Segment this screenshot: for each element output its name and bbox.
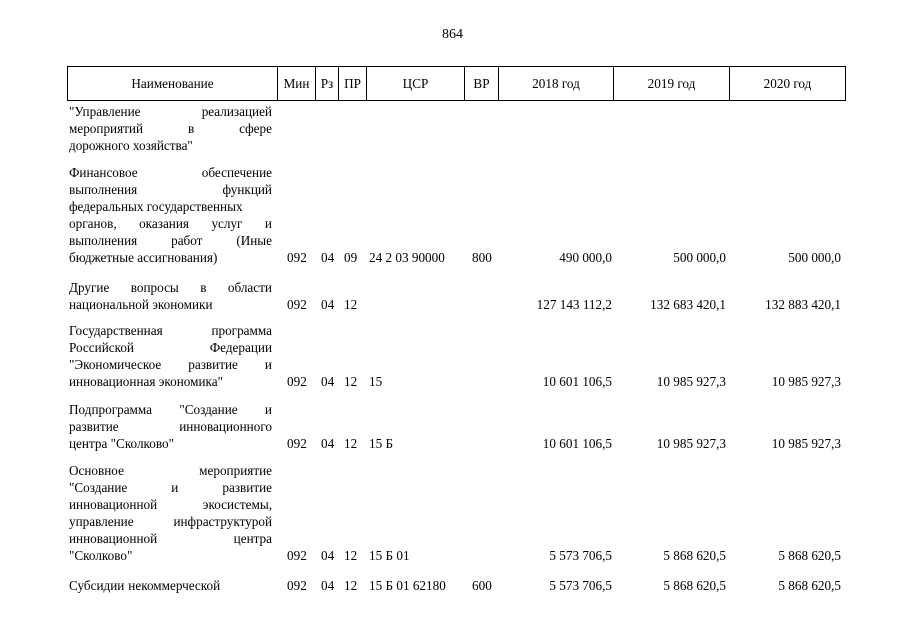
- cell-2020: 132 883 420,1: [765, 297, 841, 312]
- cell-2020: 10 985 927,3: [771, 374, 841, 389]
- header-2019: 2019 год: [613, 66, 730, 101]
- row-name-word: мероприятие: [199, 463, 272, 478]
- header-2020: 2020 год: [729, 66, 846, 101]
- row-name-word: услуг: [211, 216, 243, 231]
- row-name-word: некоммерческой: [128, 578, 221, 593]
- cell-2018: 10 601 106,5: [542, 436, 612, 451]
- row-name-line: [69, 401, 272, 418]
- row-name-word: оказания: [139, 216, 189, 231]
- cell-2019: 500 000,0: [673, 250, 726, 265]
- row-name-word: инфраструктурой: [173, 514, 272, 529]
- row-name-line: [69, 279, 272, 296]
- row-name: [69, 164, 272, 266]
- cell-csr: 15 Б 01 62180: [369, 578, 446, 593]
- row-name-line: [69, 137, 272, 154]
- row-name-line: [69, 249, 272, 266]
- page-number: 864: [442, 27, 463, 42]
- row-name-line: [69, 530, 272, 547]
- cell-2018: 127 143 112,2: [536, 297, 612, 312]
- row-name-line: [69, 120, 272, 137]
- cell-rz: 04: [321, 250, 335, 265]
- row-name-word: бюджетные ассигнования): [69, 250, 218, 265]
- row-name-word: инновационной: [69, 497, 158, 512]
- cell-2018: 10 601 106,5: [542, 374, 612, 389]
- row-name-word: выполнения: [69, 233, 138, 248]
- row-name-word: Субсидии: [69, 578, 125, 593]
- cell-2020: 5 868 620,5: [778, 548, 841, 563]
- row-name-word: инновационной: [69, 531, 158, 546]
- cell-rz: 04: [321, 548, 335, 563]
- header-vr: ВР: [464, 66, 499, 101]
- row-name: [69, 462, 272, 564]
- cell-csr: 15 Б: [369, 436, 394, 451]
- cell-2019: 5 868 620,5: [663, 548, 726, 563]
- cell-csr: 15: [369, 374, 383, 389]
- cell-vr: 800: [472, 250, 492, 265]
- row-name-word: Федерации: [209, 340, 272, 355]
- row-name-word: программа: [211, 323, 272, 338]
- row-name-line: [69, 577, 272, 594]
- cell-rz: 04: [321, 374, 335, 389]
- row-name-word: и: [171, 480, 179, 495]
- row-name-line: [69, 103, 272, 120]
- cell-2019: 132 683 420,1: [650, 297, 726, 312]
- row-name-line: [69, 339, 272, 356]
- row-name-word: управление: [69, 514, 134, 529]
- cell-min: 092: [287, 297, 307, 312]
- row-name-word: Государственная: [69, 323, 163, 338]
- row-name-line: [69, 164, 272, 181]
- row-name-word: в: [187, 121, 195, 136]
- row-name-line: [69, 322, 272, 339]
- row-name-word: Российской: [69, 340, 134, 355]
- row-name-line: [69, 356, 272, 373]
- row-name-word: и: [264, 216, 272, 231]
- row-name-word: "Создание: [69, 480, 128, 495]
- row-name: [69, 103, 272, 154]
- cell-2019: 10 985 927,3: [656, 374, 726, 389]
- row-name-word: выполнения: [69, 182, 138, 197]
- cell-pr: 12: [344, 297, 358, 312]
- row-name-line: [69, 296, 272, 313]
- row-name-word: вопросы: [130, 280, 179, 295]
- row-name: [69, 322, 272, 390]
- cell-2018: 5 573 706,5: [549, 548, 612, 563]
- cell-2020: 500 000,0: [788, 250, 841, 265]
- row-name-word: работ: [171, 233, 203, 248]
- header-min: Мин: [277, 66, 316, 101]
- row-name-word: Основное: [69, 463, 124, 478]
- row-name-word: и: [264, 402, 272, 417]
- row-name-word: "Экономическое: [69, 357, 162, 372]
- row-name-word: Другие: [69, 280, 110, 295]
- row-name-line: [69, 373, 272, 390]
- row-name-word: экосистемы,: [202, 497, 272, 512]
- row-name-word: органов,: [69, 216, 117, 231]
- cell-2020: 10 985 927,3: [771, 436, 841, 451]
- cell-vr: 600: [472, 578, 492, 593]
- cell-pr: 12: [344, 548, 358, 563]
- row-name-line: [69, 479, 272, 496]
- row-name-word: "Создание: [179, 402, 238, 417]
- row-name-word: развитие: [69, 419, 119, 434]
- cell-csr: 15 Б 01: [369, 548, 410, 563]
- row-name: [69, 279, 272, 313]
- row-name-word: "Управление: [69, 104, 141, 119]
- row-name-word: развитие: [222, 480, 272, 495]
- row-name-word: центра "Сколково": [69, 436, 174, 451]
- row-name-line: [69, 547, 272, 564]
- row-name: [69, 577, 272, 594]
- header-pr: ПР: [338, 66, 367, 101]
- row-name-word: функций: [222, 182, 272, 197]
- cell-2018: 490 000,0: [559, 250, 612, 265]
- row-name-line: [69, 232, 272, 249]
- table-header: [67, 66, 846, 101]
- row-name: [69, 401, 272, 452]
- cell-min: 092: [287, 548, 307, 563]
- cell-csr: 24 2 03 90000: [369, 250, 445, 265]
- cell-rz: 04: [321, 578, 335, 593]
- row-name-word: (Иные: [236, 233, 272, 248]
- cell-2018: 5 573 706,5: [549, 578, 612, 593]
- row-name-word: инновационного: [179, 419, 272, 434]
- cell-pr: 12: [344, 374, 358, 389]
- header-csr: ЦСР: [366, 66, 465, 101]
- cell-2019: 10 985 927,3: [656, 436, 726, 451]
- row-name-word: обеспечение: [201, 165, 272, 180]
- row-name-word: реализацией: [201, 104, 272, 119]
- cell-min: 092: [287, 250, 307, 265]
- row-name-line: [69, 215, 272, 232]
- row-name-line: [69, 181, 272, 198]
- row-name-line: [69, 435, 272, 452]
- cell-2019: 5 868 620,5: [663, 578, 726, 593]
- cell-2020: 5 868 620,5: [778, 578, 841, 593]
- cell-min: 092: [287, 578, 307, 593]
- row-name-word: мероприятий: [69, 121, 144, 136]
- row-name-line: [69, 496, 272, 513]
- row-name-word: центра: [233, 531, 272, 546]
- row-name-word: дорожного хозяйства": [69, 138, 193, 153]
- cell-pr: 12: [344, 436, 358, 451]
- row-name-word: в: [200, 280, 207, 295]
- cell-rz: 04: [321, 297, 335, 312]
- cell-rz: 04: [321, 436, 335, 451]
- row-name-word: "Сколково": [69, 548, 133, 563]
- cell-min: 092: [287, 374, 307, 389]
- row-name-line: [69, 513, 272, 530]
- cell-pr: 12: [344, 578, 358, 593]
- row-name-line: [69, 418, 272, 435]
- row-name-line: [69, 462, 272, 479]
- cell-pr: 09: [344, 250, 358, 265]
- row-name-line: [69, 198, 272, 215]
- row-name-word: сфере: [239, 121, 272, 136]
- header-2018: 2018 год: [498, 66, 614, 101]
- cell-min: 092: [287, 436, 307, 451]
- header-name: Наименование: [67, 66, 278, 101]
- row-name-word: и: [264, 357, 272, 372]
- row-name-word: развитие: [188, 357, 238, 372]
- row-name-word: инновационная экономика": [69, 374, 223, 389]
- header-rz: Рз: [315, 66, 339, 101]
- row-name-word: Подпрограмма: [69, 402, 153, 417]
- row-name-word: национальной экономики: [69, 297, 213, 312]
- row-name-word: области: [227, 280, 272, 295]
- row-name-word: Финансовое: [69, 165, 138, 180]
- row-name-word: федеральных государственных: [69, 199, 243, 214]
